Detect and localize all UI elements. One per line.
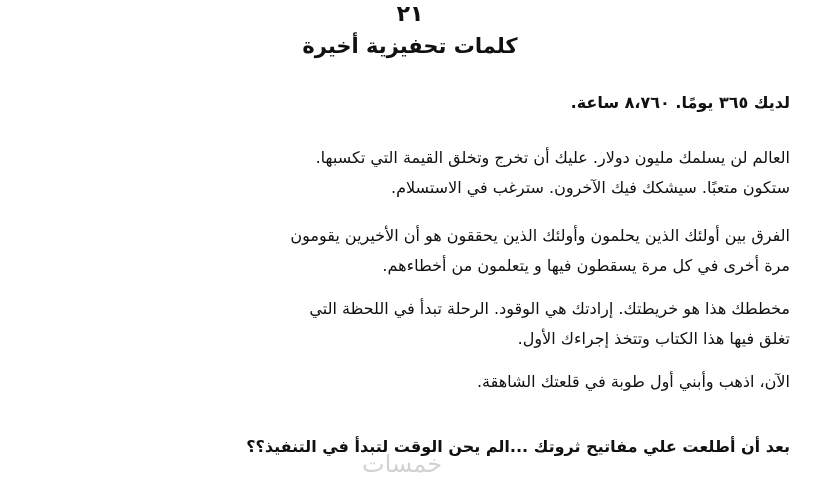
paragraph-line: بعد أن أطلعت علي مفاتيح ثروتك ...الم يحن الوقت لتبدأ في التنفيذ؟؟ <box>246 437 790 456</box>
paragraph-create-value <box>60 143 790 203</box>
paragraph-line: العالم لن يسلمك مليون دولار. عليك أن تخرج وتخلق القيمة التي تكسبها. <box>315 148 790 167</box>
paragraph-time-available <box>60 88 790 118</box>
paragraph-line: ستكون متعبًا. سيشكك فيك الآخرون. سترغب في الاستسلام. <box>391 178 790 197</box>
paragraph-line: تغلق فيها هذا الكتاب وتتخذ إجراءك الأول. <box>517 329 790 348</box>
paragraph-first-brick <box>60 367 790 397</box>
watermark: خمسات <box>362 450 443 478</box>
paragraph-line: الفرق بين أولئك الذين يحلمون وأولئك الذين يحققون هو أن الأخيرين يقومون <box>290 226 790 245</box>
paragraph-plan-map <box>60 294 790 354</box>
chapter-number: ٢١ <box>396 2 424 27</box>
paragraph-line: مرة أخرى في كل مرة يسقطون فيها و يتعلمون من أخطاءهم. <box>382 256 790 275</box>
paragraph-dreamers-achievers <box>60 221 790 281</box>
chapter-title: كلمات تحفيزية أخيرة <box>302 34 518 58</box>
paragraph-line: الآن، اذهب وأبني أول طوبة في قلعتك الشاهقة. <box>476 372 790 391</box>
paragraph-line: لديك ٣٦٥ يومًا. ٨،٧٦٠ ساعة. <box>570 93 790 112</box>
paragraph-line: مخططك هذا هو خريطتك. إرادتك هي الوقود. الرحلة تبدأ في اللحظة التي <box>309 299 790 318</box>
